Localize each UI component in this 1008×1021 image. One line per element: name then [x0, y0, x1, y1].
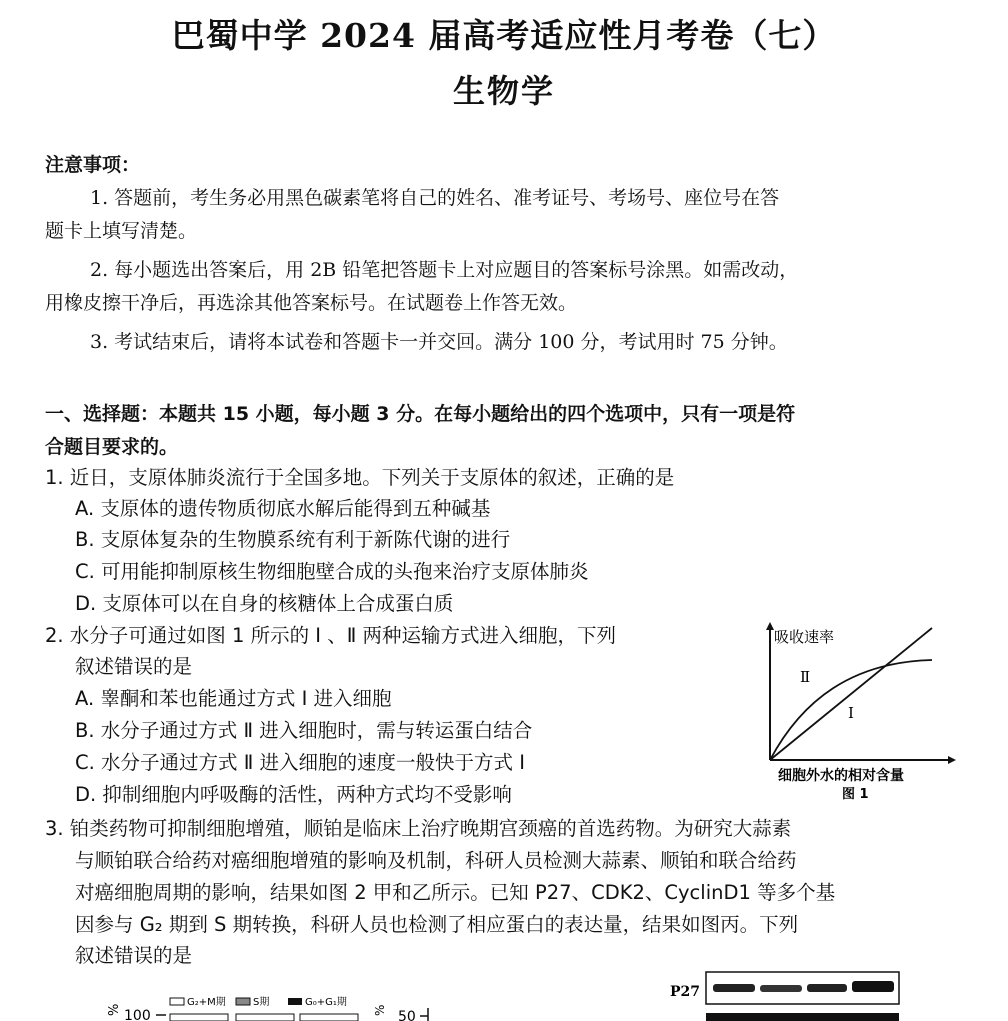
notice-item-1: 1. 答题前，考生务必用黑色碳素笔将自己的姓名、准考证号、考场号、座位号在答 [90, 187, 780, 209]
figure-1-label-I: Ⅰ [848, 704, 854, 722]
notice-item-3: 3. 考试结束后，请将本试卷和答题卡一并交回。满分 100 分，考试用时 75 分钟。 [90, 331, 788, 353]
question-3-line3: 对癌细胞周期的影响，结果如图 2 甲和乙所示。已知 P27、CDK2、CyclinD1 等多个基 [75, 881, 836, 904]
question-1-stem: 1. 近日，支原体肺炎流行于全国多地。下列关于支原体的叙述，正确的是 [45, 466, 675, 489]
blot-band [852, 981, 894, 992]
figure-1-caption: 图 1 [842, 787, 869, 802]
exam-title: 巴蜀中学 2024 届高考适应性月考卷（七） [171, 16, 837, 55]
question-2-option-b: B. 水分子通过方式 Ⅱ 进入细胞时，需与转运蛋白结合 [75, 719, 533, 742]
figure-2-bar [170, 1014, 228, 1021]
legend-g0g1: G₀+G₁期 [305, 997, 347, 1008]
legend-s: S期 [253, 997, 270, 1008]
legend-g2m-swatch [170, 998, 184, 1005]
figure-2-panels [107, 970, 970, 1021]
question-3-line5: 叙述错误的是 [75, 944, 193, 967]
figure-1-line-I [770, 628, 932, 760]
question-1-option-c: C. 可用能抑制原核生物细胞壁合成的头孢来治疗支原体肺炎 [75, 560, 589, 583]
question-2-option-c: C. 水分子通过方式 Ⅱ 进入细胞的速度一般快于方式 Ⅰ [75, 751, 525, 774]
question-2-stem-line2: 叙述错误的是 [75, 655, 193, 678]
figure-1-label-II: Ⅱ [800, 668, 811, 686]
figure-2-y1-unit: % [107, 1003, 122, 1016]
question-1-option-b: B. 支原体复杂的生物膜系统有利于新陈代谢的进行 [75, 528, 511, 551]
western-blot-next [706, 1013, 899, 1021]
blot-band [760, 985, 802, 992]
legend-s-swatch [236, 998, 250, 1005]
question-2-option-a: A. 睾酮和苯也能通过方式 Ⅰ 进入细胞 [75, 687, 392, 710]
blot-label-p27: P27 [670, 984, 701, 1000]
question-3-line4: 因参与 G₂ 期到 S 期转换，科研人员也检测了相应蛋白的表达量，结果如图丙。下列 [75, 913, 799, 936]
notice-item-2: 2. 每小题选出答案后，用 2B 铅笔把答题卡上对应题目的答案标号涂黑。如需改动， [90, 259, 799, 281]
legend-g2m: G₂+M期 [187, 997, 226, 1008]
blot-band [807, 984, 847, 992]
question-1-option-d: D. 支原体可以在自身的核糖体上合成蛋白质 [75, 592, 454, 615]
figure-2-y2-tick: 50 [398, 1009, 416, 1021]
figure-2-bar [300, 1014, 358, 1021]
question-3-line1: 3. 铂类药物可抑制细胞增殖，顺铂是临床上治疗晚期宫颈癌的首选药物。为研究大蒜素 [45, 817, 792, 840]
figure-1-graph [762, 620, 958, 810]
figure-1-x-arrow [948, 756, 956, 764]
figure-2-bar [236, 1014, 294, 1021]
legend-g0g1-swatch [288, 998, 302, 1005]
question-3-line2: 与顺铂联合给药对癌细胞增殖的影响及机制，科研人员检测大蒜素、顺铂和联合给药 [75, 849, 797, 872]
notice-item-2-cont: 用橡皮擦干净后，再选涂其他答案标号。在试题卷上作答无效。 [45, 292, 578, 314]
figure-2-y2-unit: % [373, 1004, 387, 1016]
notice-heading: 注意事项： [45, 154, 141, 176]
blot-band [713, 984, 755, 992]
section-heading [45, 398, 955, 464]
figure-1-xlabel: 细胞外水的相对含量 [778, 768, 904, 784]
figure-1-ylabel: 吸收速率 [774, 628, 835, 646]
figure-1-y-arrow [766, 622, 774, 630]
question-2-option-d: D. 抑制细胞内呼吸酶的活性，两种方式均不受影响 [75, 783, 512, 806]
section-heading-line1: 一、选择题：本题共 15 小题，每小题 3 分。在每小题给出的四个选项中，只有一项是符 [45, 403, 796, 425]
notice-item-1-cont: 题卡上填写清楚。 [45, 220, 198, 242]
question-1-option-a: A. 支原体的遗传物质彻底水解后能得到五种碱基 [75, 497, 491, 520]
question-2-stem-line1: 2. 水分子可通过如图 1 所示的 Ⅰ 、Ⅱ 两种运输方式进入细胞，下列 [45, 624, 617, 647]
subject-title: 生物学 [452, 72, 555, 110]
section-heading-line2: 合题目要求的。 [45, 436, 179, 458]
figure-2-y1-tick: 100 [124, 1008, 151, 1021]
